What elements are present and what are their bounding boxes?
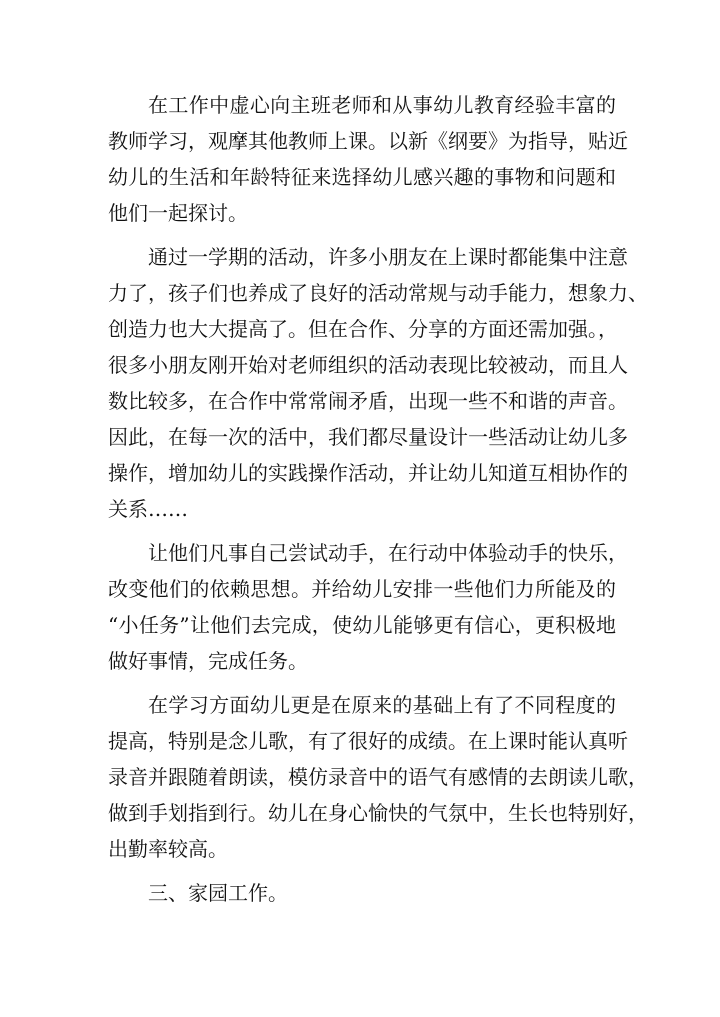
paragraph-line: 因此，在每一次的活中，我们都尽量设计一些活动让幼儿多 [108, 425, 628, 449]
paragraph-line: 通过一学期的活动，许多小朋友在上课时都能集中注意 [148, 245, 628, 269]
paragraph-line: 操作，增加幼儿的实践操作活动，并让幼儿知道互相协作的 [108, 461, 628, 485]
paragraph-line: 力了，孩子们也养成了良好的活动常规与动手能力，想象力、 [108, 281, 648, 305]
paragraph-line: 幼儿的生活和年龄特征来选择幼儿感兴趣的事物和问题和 [108, 165, 616, 189]
paragraph-line: 关系…… [108, 497, 188, 521]
paragraph-line: 让他们凡事自己尝试动手，在行动中体验动手的快乐， [148, 541, 628, 565]
paragraph-line: 很多小朋友刚开始对老师组织的活动表现比较被动，而且人 [108, 353, 628, 377]
paragraph-line: 教师学习，观摩其他教师上课。以新《纲要》为指导，贴近 [108, 129, 628, 153]
paragraph-line: 创造力也大大提高了。但在合作、分享的方面还需加强。， [108, 317, 618, 341]
paragraph-line: 在学习方面幼儿更是在原来的基础上有了不同程度的 [148, 693, 616, 717]
paragraph-line: 出勤率较高。 [108, 837, 228, 861]
paragraph-line: 数比较多，在合作中常常闹矛盾，出现一些不和谐的声音。 [108, 389, 628, 413]
paragraph-line: 录音并跟随着朗读，模仿录音中的语气有感情的去朗读儿歌， [108, 765, 648, 789]
paragraph-line: 做到手划指到行。幼儿在身心愉快的气氛中，生长也特别好， [108, 801, 648, 825]
paragraph-line: 提高，特别是念儿歌，有了很好的成绩。在上课时能认真听 [108, 729, 628, 753]
paragraph-line: “小任务”让他们去完成，使幼儿能够更有信心，更积极地 [108, 613, 616, 637]
paragraph-line: 在工作中虚心向主班老师和从事幼儿教育经验丰富的 [148, 93, 616, 117]
paragraph-line: 改变他们的依赖思想。并给幼儿安排一些他们力所能及的 [108, 577, 616, 601]
paragraph-line: 他们一起探讨。 [108, 201, 248, 225]
section-heading: 三、家园工作。 [148, 881, 288, 905]
paragraph-line: 做好事情，完成任务。 [108, 649, 308, 673]
